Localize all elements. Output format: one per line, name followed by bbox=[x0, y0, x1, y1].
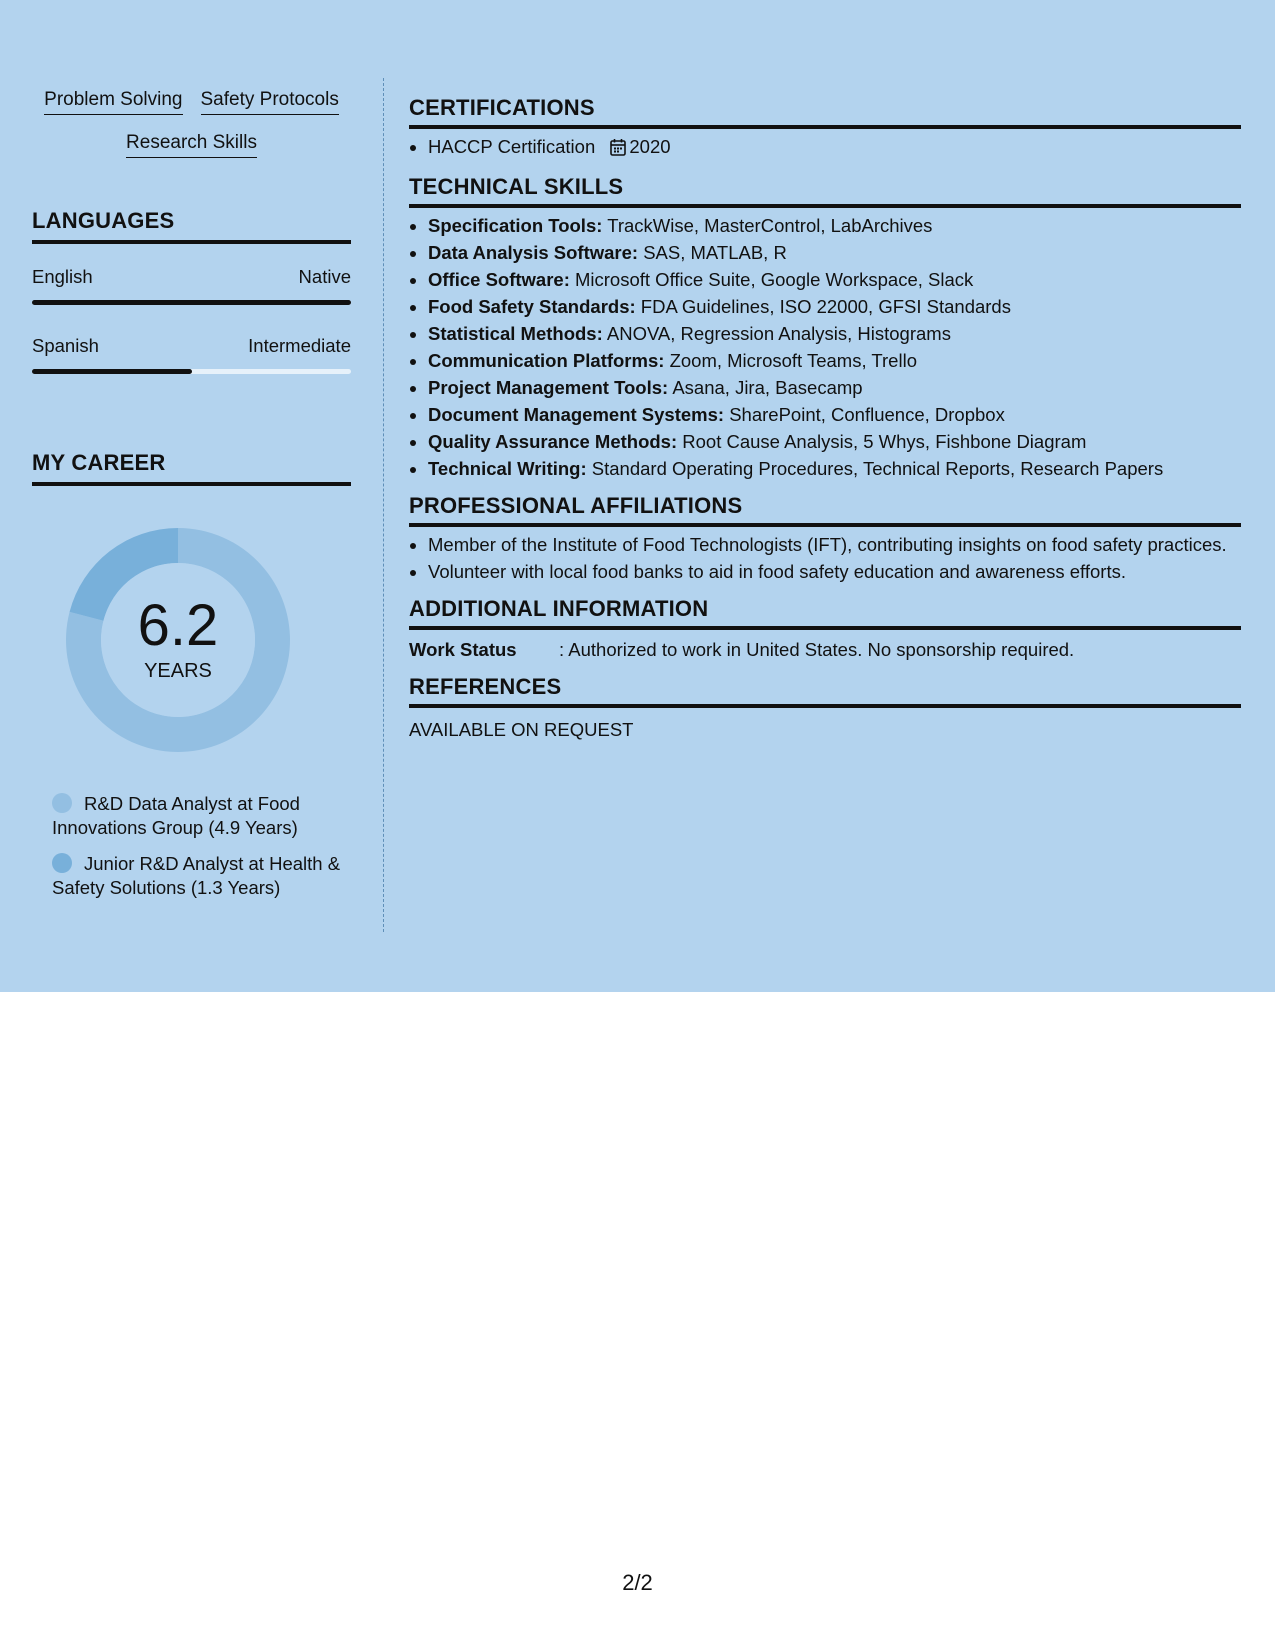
skill-category: Office Software: bbox=[428, 269, 570, 290]
skill-category: Specification Tools: bbox=[428, 215, 603, 236]
career-section bbox=[32, 450, 351, 898]
technical-skill-item bbox=[428, 457, 1241, 481]
languages-section bbox=[32, 208, 351, 374]
language-proficiency-fill bbox=[32, 300, 351, 305]
language-row bbox=[32, 266, 351, 288]
left-column bbox=[32, 78, 351, 898]
certification-item bbox=[428, 135, 1241, 162]
references-text: AVAILABLE ON REQUEST bbox=[409, 719, 634, 740]
technical-skill-item bbox=[428, 295, 1241, 319]
technical-skill-item bbox=[428, 349, 1241, 373]
technical-skill-item bbox=[428, 214, 1241, 238]
technical-skill-item bbox=[428, 430, 1241, 454]
column-divider bbox=[383, 78, 384, 932]
legend-dot-icon bbox=[52, 853, 72, 873]
language-name: English bbox=[32, 266, 93, 287]
technical-skill-item bbox=[428, 376, 1241, 400]
skill-category: Communication Platforms: bbox=[428, 350, 665, 371]
certifications-list bbox=[409, 135, 1241, 162]
skill-category: Data Analysis Software: bbox=[428, 242, 639, 263]
page-number: 2/2 bbox=[622, 1570, 653, 1595]
skill-category: Technical Writing: bbox=[428, 458, 587, 479]
certification-name: HACCP Certification bbox=[428, 136, 596, 157]
skill-category: Quality Assurance Methods: bbox=[428, 431, 678, 452]
skill-values: SAS, MATLAB, R bbox=[643, 242, 787, 263]
career-total-value: 6.2 bbox=[137, 593, 219, 658]
affiliations-section bbox=[409, 493, 1241, 584]
calendar-icon bbox=[610, 138, 626, 162]
career-donut-chart bbox=[66, 528, 290, 752]
legend-item bbox=[52, 792, 342, 840]
skill-values: FDA Guidelines, ISO 22000, GFSI Standards bbox=[640, 296, 1011, 317]
additional-info-heading: ADDITIONAL INFORMATION bbox=[409, 596, 1241, 630]
skill-category: Food Safety Standards: bbox=[428, 296, 636, 317]
legend-dot-icon bbox=[52, 793, 72, 813]
skill-values: Microsoft Office Suite, Google Workspace, Slack bbox=[575, 269, 974, 290]
skill-category: Document Management Systems: bbox=[428, 404, 725, 425]
skill-values: Standard Operating Procedures, Technical Reports, Research Papers bbox=[591, 458, 1164, 479]
references-heading: REFERENCES bbox=[409, 674, 1241, 708]
technical-skills-section bbox=[409, 174, 1241, 481]
skill-values: SharePoint, Confluence, Dropbox bbox=[729, 404, 1005, 425]
skill-values: Root Cause Analysis, 5 Whys, Fishbone Diagram bbox=[682, 431, 1087, 452]
legend-label: R&D Data Analyst at Food Innovations Group (4.9 Years) bbox=[52, 793, 300, 838]
language-level: Intermediate bbox=[248, 335, 351, 356]
donut-center bbox=[66, 528, 290, 752]
skill-category: Project Management Tools: bbox=[428, 377, 669, 398]
affiliation-item: • Member of the Institute of Food Technologists (IFT), contributing insights on food safety practices. bbox=[428, 533, 1241, 557]
skill-tag: Safety Protocols bbox=[201, 88, 339, 115]
language-name: Spanish bbox=[32, 335, 99, 356]
affiliations-heading: PROFESSIONAL AFFILIATIONS bbox=[409, 493, 1241, 527]
language-row bbox=[32, 335, 351, 357]
technical-skill-item bbox=[428, 322, 1241, 346]
language-level: Native bbox=[298, 266, 351, 287]
technical-skill-item bbox=[428, 403, 1241, 427]
certifications-section bbox=[409, 95, 1241, 162]
technical-skill-item bbox=[428, 268, 1241, 292]
skill-values: ANOVA, Regression Analysis, Histograms bbox=[606, 323, 951, 344]
affiliation-item: • Volunteer with local food banks to aid in food safety education and awareness efforts. bbox=[428, 560, 1241, 584]
technical-skills-heading: TECHNICAL SKILLS bbox=[409, 174, 1241, 208]
work-status-row bbox=[409, 638, 1241, 662]
right-column bbox=[409, 95, 1241, 754]
work-status-label: Work Status bbox=[409, 639, 517, 660]
language-proficiency-fill bbox=[32, 369, 192, 374]
career-total-unit: YEARS bbox=[144, 660, 212, 682]
skills-tags bbox=[32, 78, 351, 158]
skill-values: Zoom, Microsoft Teams, Trello bbox=[669, 350, 917, 371]
references-section bbox=[409, 674, 1241, 742]
certifications-heading: CERTIFICATIONS bbox=[409, 95, 1241, 129]
language-proficiency-bar bbox=[32, 300, 351, 305]
legend-label: Junior R&D Analyst at Health & Safety Solutions (1.3 Years) bbox=[52, 853, 341, 898]
skill-values: Asana, Jira, Basecamp bbox=[672, 377, 863, 398]
certification-year: 2020 bbox=[629, 136, 671, 157]
technical-skills-list bbox=[409, 214, 1241, 481]
technical-skill-item bbox=[428, 241, 1241, 265]
career-legend bbox=[52, 792, 342, 912]
skill-tag: Research Skills bbox=[126, 131, 257, 158]
legend-item bbox=[52, 852, 342, 900]
language-proficiency-bar bbox=[32, 369, 351, 374]
work-status-value: : Authorized to work in United States. No sponsorship required. bbox=[559, 639, 1075, 660]
languages-heading: LANGUAGES bbox=[32, 208, 351, 244]
skill-tag: Problem Solving bbox=[44, 88, 182, 115]
skill-values: TrackWise, MasterControl, LabArchives bbox=[607, 215, 933, 236]
additional-info-section bbox=[409, 596, 1241, 662]
skill-category: Statistical Methods: bbox=[428, 323, 603, 344]
affiliations-list bbox=[409, 533, 1241, 584]
career-heading: MY CAREER bbox=[32, 450, 351, 486]
